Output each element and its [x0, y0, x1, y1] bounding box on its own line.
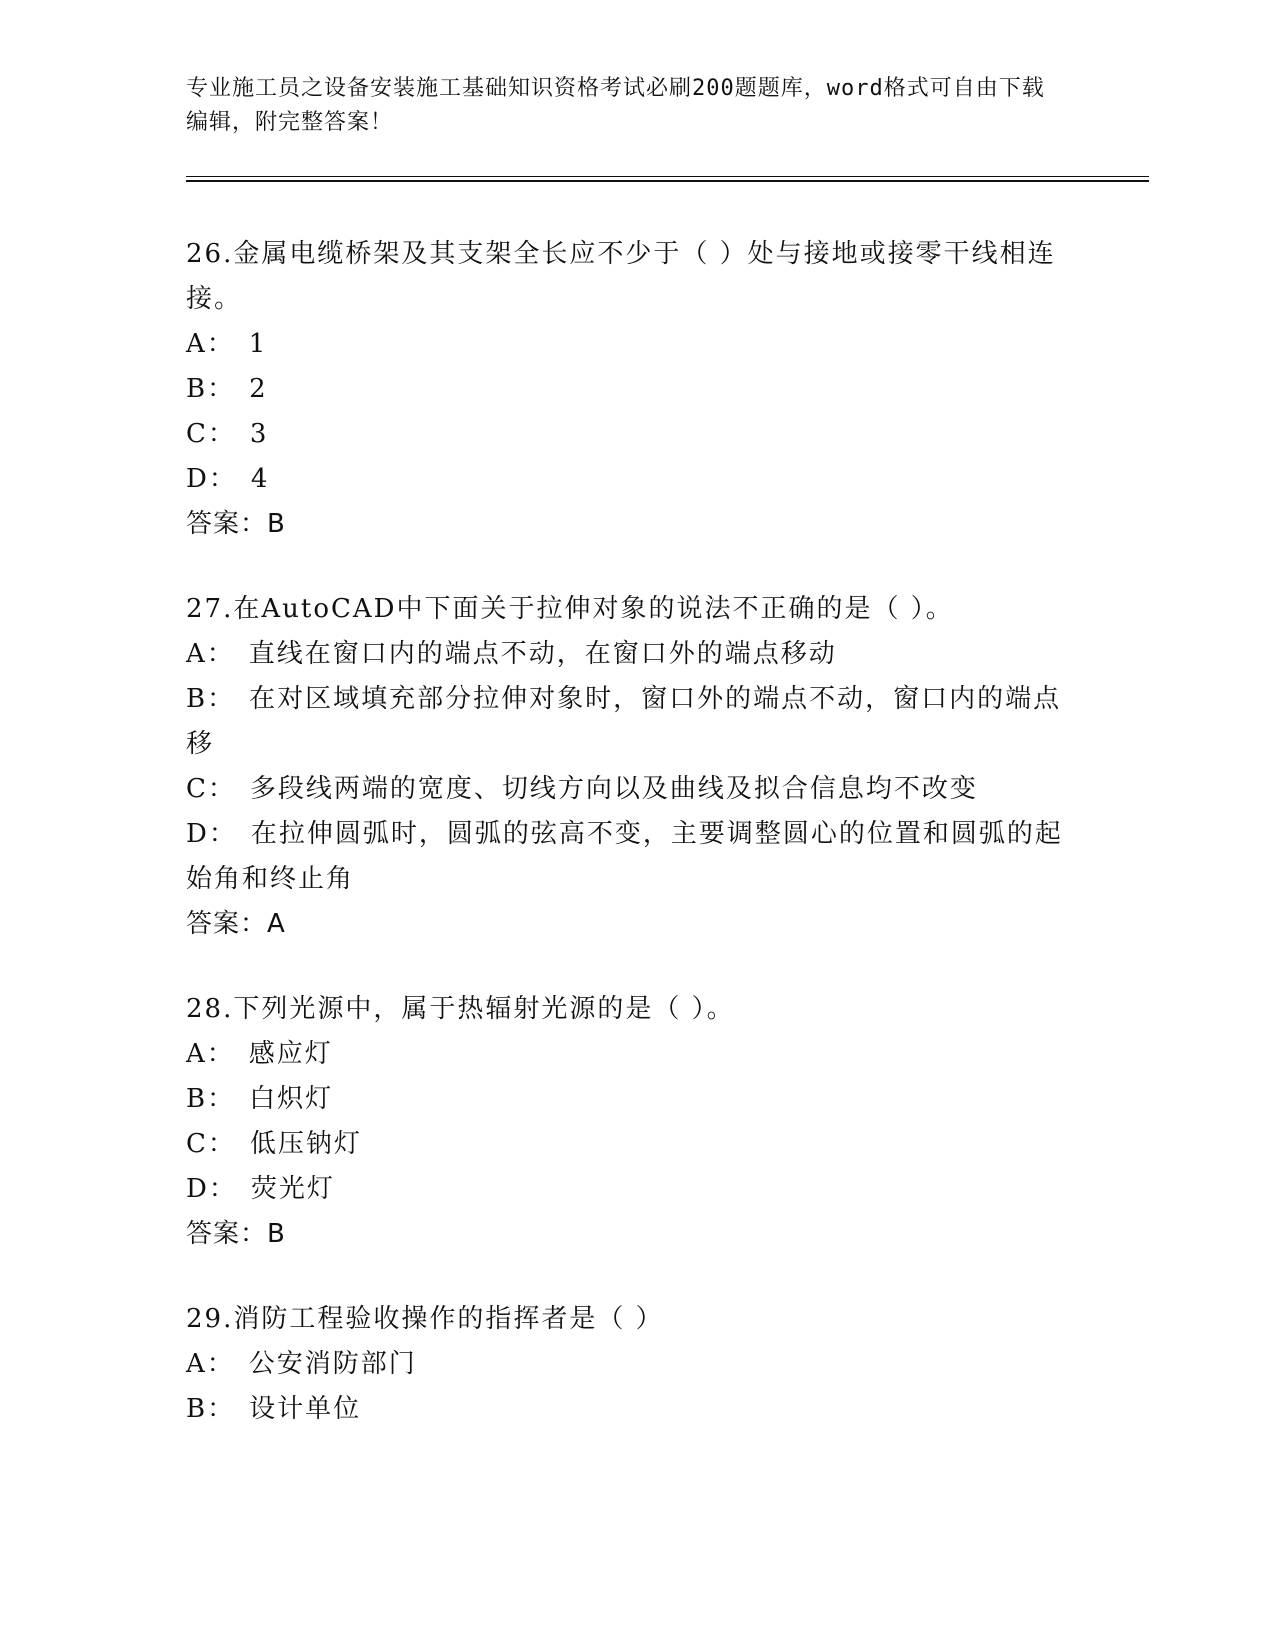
option-key: C： — [186, 774, 236, 804]
option-d — [186, 457, 1066, 502]
document-header: 专业施工员之设备安装施工基础知识资格考试必刷200题题库，word格式可自由下载编辑，附完整答案！ — [186, 76, 1045, 135]
question-stem: 27.在AutoCAD中下面关于拉伸对象的说法不正确的是（ ）。 — [186, 594, 954, 624]
option-key: C： — [186, 419, 236, 449]
option-key: A： — [186, 1349, 235, 1379]
option-a — [186, 322, 1066, 367]
question-26 — [186, 232, 1066, 547]
header-divider-thick — [186, 180, 1149, 182]
option-key: D： — [186, 819, 237, 849]
option-key: B： — [186, 1394, 236, 1424]
question-stem: 28.下列光源中，属于热辐射光源的是（ ）。 — [186, 994, 735, 1024]
question-stem: 26.金属电缆桥架及其支架全长应不少于（ ）处与接地或接零干线相连接。 — [186, 239, 1056, 314]
option-text: 白炽灯 — [249, 1084, 334, 1114]
option-b — [186, 677, 1066, 767]
option-text: 感应灯 — [248, 1039, 333, 1069]
option-text: 设计单位 — [249, 1394, 362, 1424]
option-b — [186, 1077, 1066, 1122]
option-key: D： — [186, 464, 237, 494]
option-b — [186, 1387, 1066, 1432]
option-text: 2 — [249, 374, 268, 404]
option-c — [186, 767, 1066, 812]
option-a — [186, 1032, 1066, 1077]
option-text: 公安消防部门 — [248, 1349, 417, 1379]
question-27 — [186, 587, 1066, 947]
option-text: 3 — [249, 419, 269, 449]
answer-line: 答案：A — [186, 909, 286, 939]
question-29 — [186, 1297, 1066, 1432]
question-list — [186, 232, 1066, 1472]
option-text: 荧光灯 — [250, 1174, 335, 1204]
option-d — [186, 1167, 1066, 1212]
question-stem: 29.消防工程验收操作的指挥者是（ ） — [186, 1304, 664, 1334]
header-divider-thin — [186, 176, 1149, 177]
option-text: 在对区域填充部分拉伸对象时，窗口外的端点不动，窗口内的端点移 — [186, 684, 1062, 759]
option-a — [186, 1342, 1066, 1387]
answer-line: 答案：B — [186, 509, 286, 539]
option-key: A： — [186, 1039, 235, 1069]
option-c — [186, 412, 1066, 457]
option-b — [186, 367, 1066, 412]
option-key: B： — [186, 1084, 236, 1114]
option-a — [186, 632, 1066, 677]
question-28 — [186, 987, 1066, 1257]
option-text: 多段线两端的宽度、切线方向以及曲线及拟合信息均不改变 — [249, 774, 978, 804]
option-c — [186, 1122, 1066, 1167]
option-text: 1 — [248, 329, 268, 359]
option-text: 在拉伸圆弧时，圆弧的弦高不变，主要调整圆心的位置和圆弧的起始角和终止角 — [186, 819, 1063, 894]
option-key: A： — [186, 639, 235, 669]
option-key: B： — [186, 684, 236, 714]
option-key: B： — [186, 374, 236, 404]
option-key: A： — [186, 329, 235, 359]
option-text: 低压钠灯 — [249, 1129, 362, 1159]
option-key: D： — [186, 1174, 237, 1204]
option-text: 4 — [250, 464, 270, 494]
option-d — [186, 812, 1066, 902]
option-key: C： — [186, 1129, 236, 1159]
answer-line: 答案：B — [186, 1219, 286, 1249]
option-text: 直线在窗口内的端点不动，在窗口外的端点移动 — [248, 639, 837, 669]
